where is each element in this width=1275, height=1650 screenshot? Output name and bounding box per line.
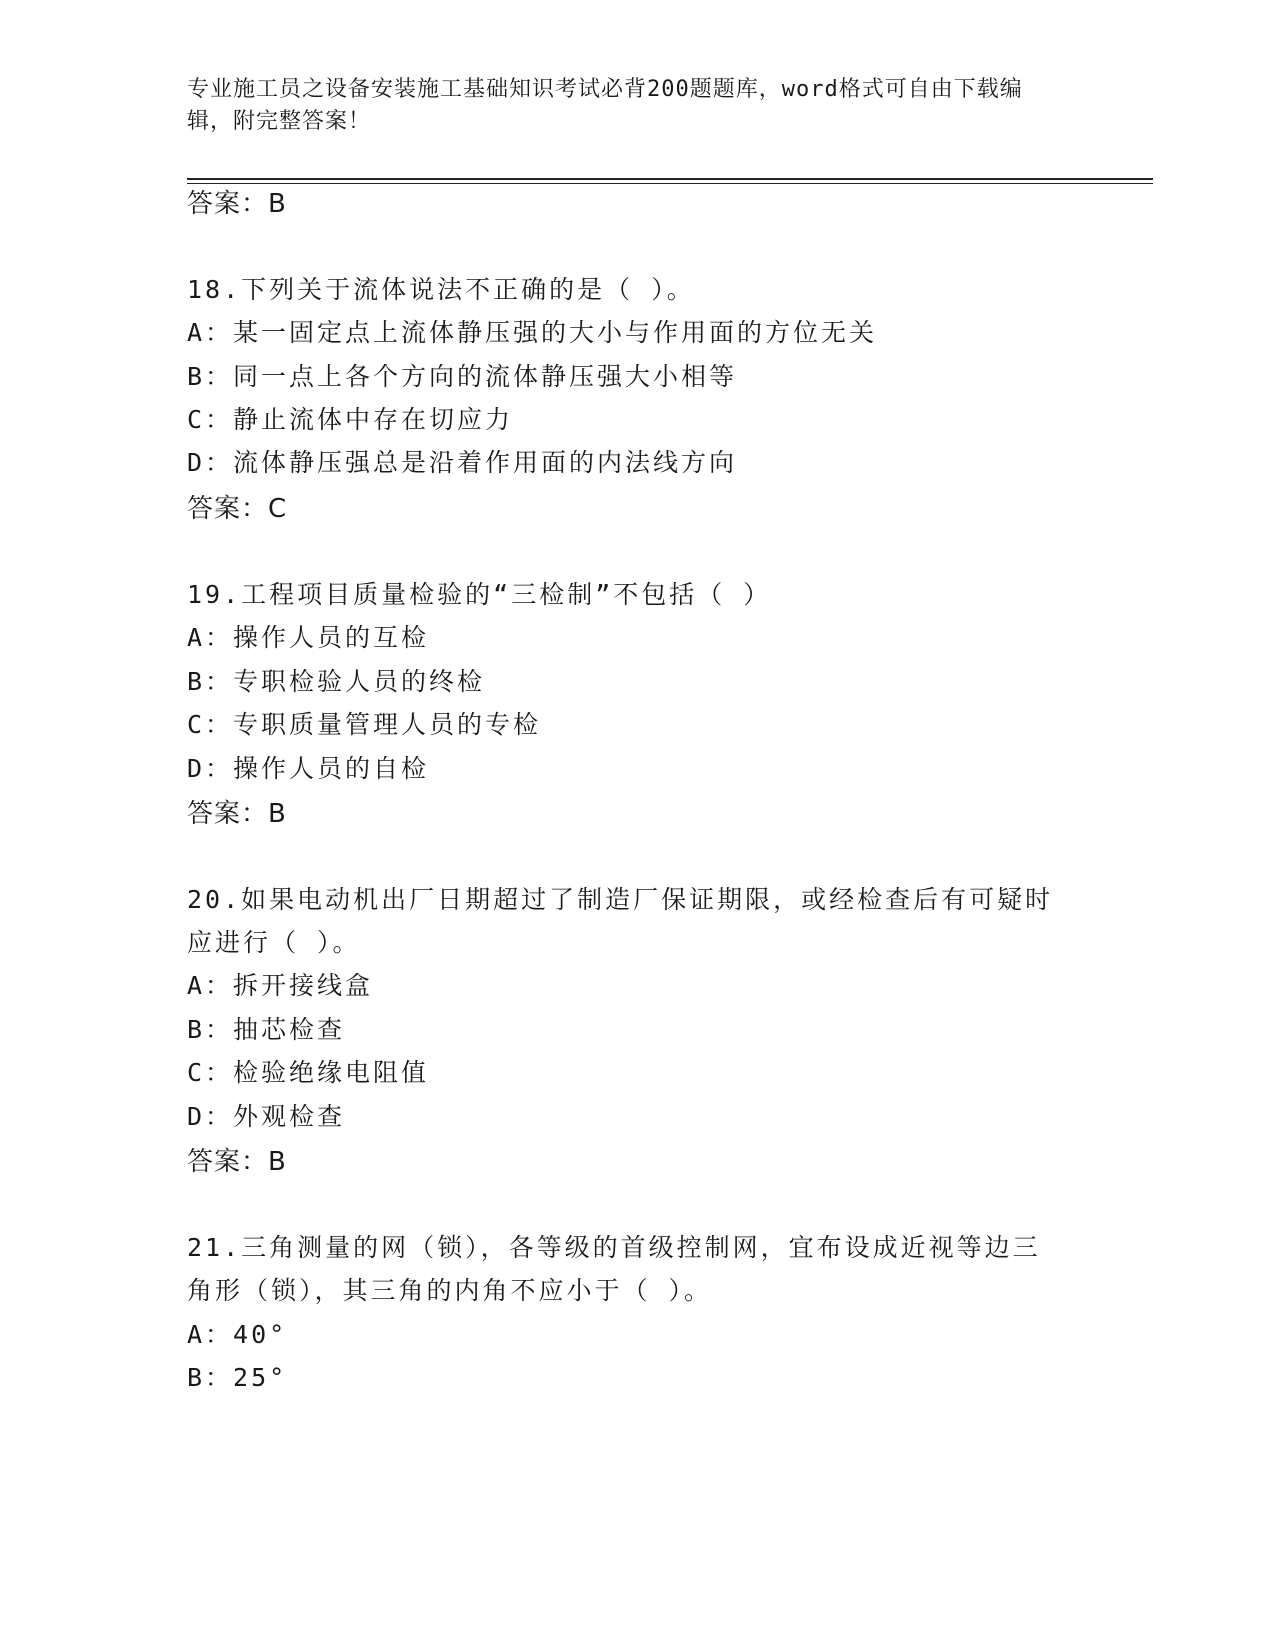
header-rule-thick [187, 178, 1153, 180]
header-rule-thin [187, 183, 1153, 184]
q20-option-c: C：检验绝缘电阻值 [187, 1058, 430, 1087]
q18-option-c: C：静止流体中存在切应力 [187, 405, 514, 434]
q19-option-c: C：专职质量管理人员的专检 [187, 710, 542, 739]
q18-option-a: A：某一固定点上流体静压强的大小与作用面的方位无关 [187, 318, 878, 347]
q18-option-b: B：同一点上各个方向的流体静压强大小相等 [187, 362, 738, 391]
q18-option-d: D：流体静压强总是沿着作用面的内法线方向 [187, 448, 738, 477]
q21-option-a: A：40° [187, 1320, 288, 1349]
question-18: 18.下列关于流体说法不正确的是（ ）。 [187, 275, 695, 304]
answer-18: 答案：C [187, 494, 288, 524]
answer-20: 答案：B [187, 1147, 287, 1177]
question-21-line2: 角形（锁），其三角的内角不应小于（ ）。 [187, 1276, 713, 1305]
question-19: 19.工程项目质量检验的“三检制”不包括（ ） [187, 580, 772, 609]
question-20-line1: 20.如果电动机出厂日期超过了制造厂保证期限，或经检查后有可疑时 [187, 885, 1054, 914]
q20-option-b: B：抽芯检查 [187, 1015, 346, 1044]
q19-option-b: B：专职检验人员的终检 [187, 667, 486, 696]
answer-19: 答案：B [187, 799, 287, 829]
question-21-line1: 21.三角测量的网（锁），各等级的首级控制网，宜布设成近视等边三 [187, 1233, 1041, 1262]
question-20-line2: 应进行（ ）。 [187, 928, 361, 957]
q19-option-a: A：操作人员的互检 [187, 623, 430, 652]
page-header: 专业施工员之设备安装施工基础知识考试必背200题题库，word格式可自由下载编辑，附完整答案！ [187, 77, 1023, 134]
q20-option-d: D：外观检查 [187, 1102, 346, 1131]
q19-option-d: D：操作人员的自检 [187, 754, 430, 783]
q21-option-b: B：25° [187, 1363, 288, 1392]
answer-17: 答案：B [187, 189, 287, 219]
q20-option-a: A：拆开接线盒 [187, 971, 374, 1000]
